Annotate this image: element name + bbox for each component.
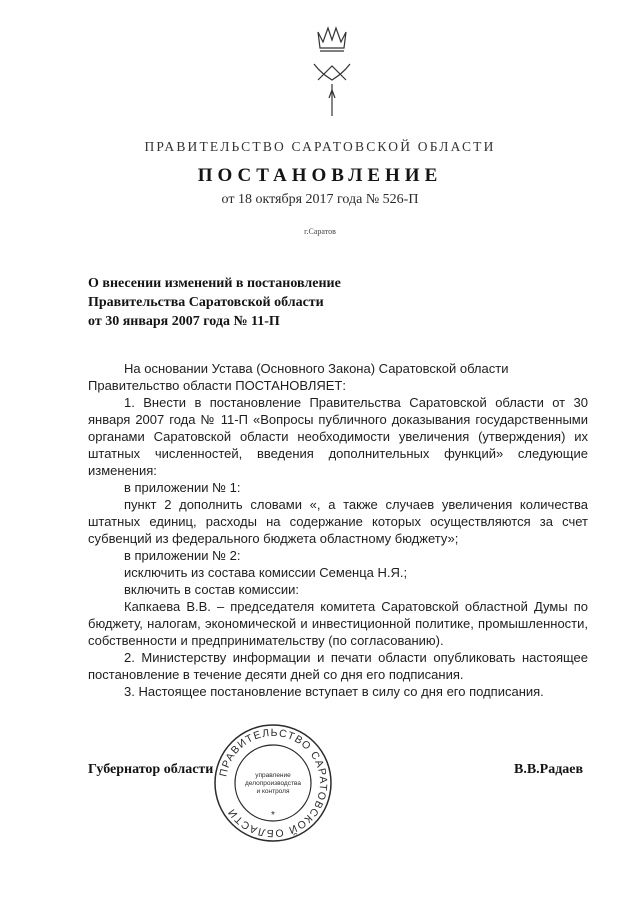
subject-line: от 30 января 2007 года № 11-П (88, 314, 280, 329)
coat-of-arms-emblem (300, 18, 364, 122)
include-member-heading: включить в состав комиссии: (124, 582, 300, 597)
annex-2-heading: в приложении № 2: (124, 548, 241, 563)
signer-name: В.В.Радаев (514, 762, 584, 777)
new-member: Капкаева В.В. – председателя комитета Саратовской областной Думы по бюджету, налогам, экономической и инвестиционной политике, промышленности, собственности и предпринимательству (по согласованию). (88, 599, 588, 648)
official-stamp (212, 722, 334, 844)
preamble-line: На основании Устава (Основного Закона) Саратовской области (124, 361, 509, 376)
document-city: г.Саратов (304, 227, 336, 236)
document-date-number: от 18 октября 2017 года № 526-П (221, 192, 419, 207)
document-subject (88, 274, 341, 331)
stamp-inner-line: управление (255, 772, 291, 779)
document-body (88, 360, 588, 700)
stamp-inner-line: и контроля (256, 788, 290, 795)
point-2: 2. Министерству информации и печати области опубликовать настоящее постановление в течение десяти дней со дня его подписания. (88, 650, 588, 682)
exclude-member: исключить из состава комиссии Семенца Н.Я.; (124, 565, 408, 580)
annex-1-item: пункт 2 дополнить словами «, а также случаев увеличения количества штатных единиц, расходы на содержание которых осуществляются за счет субвенций из федерального бюджета областному бюджету»; (88, 497, 588, 546)
preamble-line: Правительство области ПОСТАНОВЛЯЕТ: (88, 378, 346, 393)
point-3: 3. Настоящее постановление вступает в силу со дня его подписания. (124, 684, 544, 699)
stamp-star: * (271, 810, 275, 821)
document-type: ПОСТАНОВЛЕНИЕ (197, 165, 443, 186)
stamp-ring-text: ПРАВИТЕЛЬСТВО САРАТОВСКОЙ ОБЛАСТИ (217, 726, 330, 840)
annex-1-heading: в приложении № 1: (124, 480, 241, 495)
stamp-inner-line: делопроизводства (245, 780, 301, 787)
subject-line: Правительства Саратовской области (88, 295, 324, 310)
government-name: ПРАВИТЕЛЬСТВО САРАТОВСКОЙ ОБЛАСТИ (144, 139, 496, 154)
subject-line: О внесении изменений в постановление (88, 276, 341, 291)
signer-title: Губернатор области (88, 762, 214, 777)
point-1: 1. Внести в постановление Правительства Саратовской области от 30 января 2007 года № 11-П «Вопросы публичного доказывания государственными органами Саратовской области необходимости увеличения (утверждения) их штатных численностей, введения дополнительных функций» следующие изменения: (88, 395, 588, 478)
